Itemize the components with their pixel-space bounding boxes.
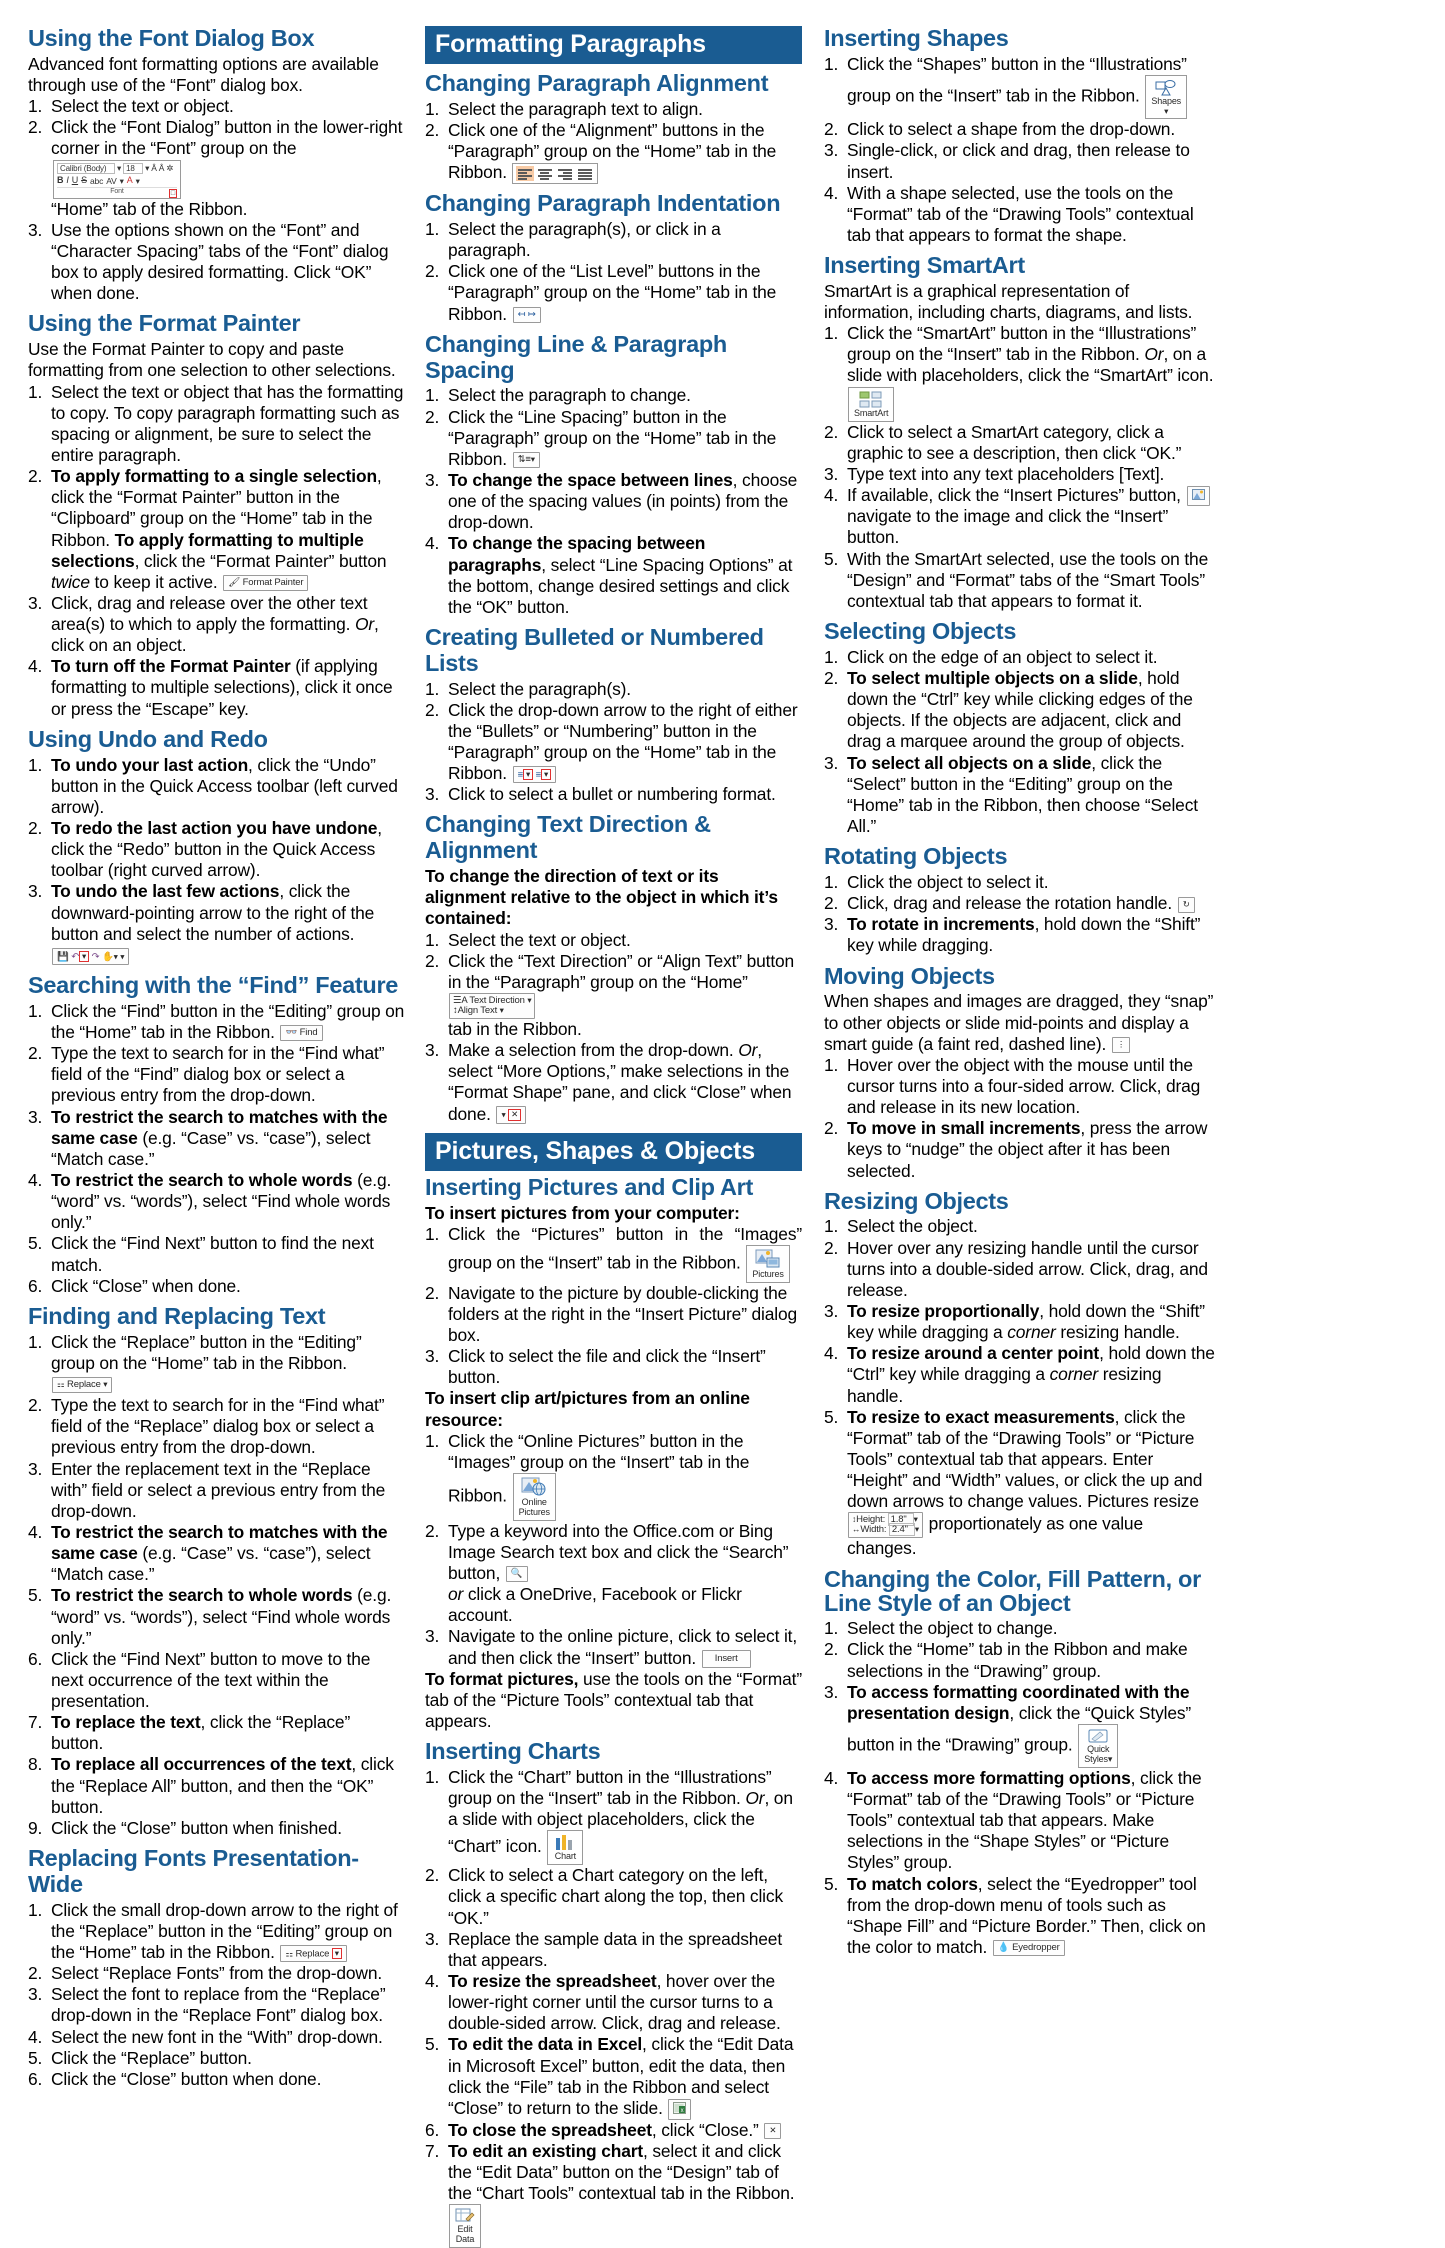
list-item: To undo your last action, click the “Undo” button in the Quick Access toolbar (left curved arrow).: [51, 754, 398, 817]
font-name-box[interactable]: Calibri (Body): [57, 163, 115, 175]
steps-undo-redo: [28, 755, 405, 966]
lead-insert-from-online: To insert clip art/pictures from an online resource:: [425, 1388, 750, 1430]
list-item: Replace the sample data in the spreadsheet that appears.: [448, 1928, 783, 1970]
list-item: Select the paragraph(s), or click in a paragraph.: [448, 219, 721, 261]
svg-text:x: x: [681, 2107, 684, 2114]
list-item: Click the “Online Pictures” button in the “Images” group on the “Insert” tab in the Ribbon. Online Pictures: [425, 1431, 802, 1521]
chart-icon: [553, 1834, 577, 1851]
chart-button-chip[interactable]: [547, 1830, 583, 1865]
steps-rotating-objects: [824, 872, 1215, 957]
quick-access-toolbar-chip[interactable]: 💾 ↶ ▾ ↷ ✋▾ ▾: [52, 948, 129, 966]
list-item: Click to select a Chart category on the left, click a specific chart along the top, then click “OK.”: [448, 1865, 783, 1928]
column-left: [28, 25, 419, 2089]
height-label: Height:: [856, 1514, 886, 1526]
customize-toolbar-icon[interactable]: ▾: [120, 950, 125, 961]
section-heading-inserting-smartart: Inserting SmartArt: [824, 252, 1025, 279]
steps-format-painter: [28, 382, 405, 720]
list-item: Click the “Replace” button in the “Editing” group on the “Home” tab in the Ribbon.⚏ Replace ▾: [28, 1332, 405, 1395]
list-item: Click on the edge of an object to select it.: [847, 646, 1158, 667]
section-heading-inserting-shapes: Inserting Shapes: [824, 25, 1009, 51]
dashed-line-icon: ⋮: [1116, 1039, 1126, 1050]
find-label: Find: [299, 1027, 318, 1039]
list-item: Select the object.: [847, 1216, 978, 1237]
section-heading-find-replace: Finding and Replacing Text: [28, 1302, 326, 1329]
search-icon: 🔍: [510, 1568, 523, 1580]
list-item: Select the paragraph text to align.: [448, 98, 703, 119]
list-item: Click the “Replace” button.: [51, 2047, 252, 2068]
align-text-row[interactable]: ↕Align Text ▾: [453, 1004, 504, 1016]
save-icon[interactable]: 💾: [57, 950, 69, 962]
section-heading-text-direction: Changing Text Direction & Alignment: [425, 811, 711, 864]
format-pictures-bold: To format pictures,: [425, 1668, 579, 1689]
bullets-dropdown-arrow[interactable]: ▾: [523, 769, 533, 781]
list-item: To edit an existing chart, select it and click the “Edit Data” button on the “Design” tab of the “Chart Tools” contextual tab in the Ribbon. Edit Data: [425, 2141, 802, 2248]
dialog-launcher-icon[interactable]: □: [170, 189, 175, 197]
list-item: To turn off the Format Painter (if applying formatting to multiple selections), click it once or press the “Escape” key.: [51, 656, 393, 719]
justify-icon[interactable]: [576, 166, 594, 181]
list-item: To redo the last action you have undone, click the “Redo” button in the Quick Access toolbar (right curved arrow).: [51, 818, 382, 881]
list-item: Click the “SmartArt” button in the “Illustrations” group on the “Insert” tab in the Ribbon. Or, on a slide with placeholders, click the “SmartArt” icon. SmartArt: [824, 323, 1215, 421]
replace-dropdown-arrow[interactable]: ▾: [332, 1948, 342, 1960]
section-heading-undo-redo: Using Undo and Redo: [28, 725, 268, 752]
section-heading-moving-objects: Moving Objects: [824, 962, 995, 989]
steps-inserting-charts: [425, 1767, 802, 2248]
list-item: Navigate to the picture by double-clicking the folders at the right in the “Insert Picture” dialog box.: [448, 1282, 798, 1345]
section-heading-font-dialog: Using the Font Dialog Box: [28, 25, 315, 51]
section-heading-format-painter: Using the Format Painter: [28, 310, 301, 337]
section-heading-selecting-objects: Selecting Objects: [824, 618, 1017, 645]
clear-formatting-icon[interactable]: ✲: [166, 163, 174, 174]
paintbrush-icon: 🖌: [228, 577, 241, 589]
steps-find: [28, 1001, 405, 1297]
list-item: Hover over the object with the mouse until the cursor turns into a four-sided arrow. Click, drag and release in its new location.: [847, 1054, 1201, 1118]
undo-dropdown-arrow[interactable]: ▾: [79, 951, 89, 963]
steps-line-spacing: [425, 385, 802, 618]
eyedropper-label: Eyedropper: [1012, 1942, 1060, 1954]
quick-styles-label-line1: Quick: [1087, 1744, 1110, 1755]
steps-paragraph-alignment: [425, 99, 802, 184]
text-direction-align-chip[interactable]: [449, 993, 535, 1019]
list-item: Click “Close” when done.: [51, 1275, 241, 1296]
eyedropper-icon: 💧: [997, 1942, 1010, 1954]
list-item: To resize to exact measurements, click the “Format” tab of the “Drawing Tools” or “Picture Tools” contextual tab that appears. Enter “Height” and “Width” values, or click the up and down arrows to change values. Pictures resize ↕Height: 1.8" ▾ ↔Width: 2.4" ▾ proportionately as one value changes.: [847, 1406, 1203, 1559]
lead-text-direction: To change the direction of text or its alignment relative to the object in which it’s contained:: [425, 866, 778, 929]
decrease-indent-icon[interactable]: ↤: [517, 309, 526, 320]
section-heading-replace-fonts: Replacing Fonts Presentation-Wide: [28, 1845, 359, 1897]
quick-styles-icon: [1087, 1728, 1109, 1744]
edit-data-label-line1: Edit: [457, 2224, 473, 2235]
increase-indent-icon[interactable]: ↦: [527, 309, 536, 320]
pictures-label: Pictures: [752, 1268, 784, 1279]
section-heading-resizing-objects: Resizing Objects: [824, 1187, 1009, 1214]
width-label: Width:: [860, 1524, 887, 1536]
list-item: Click one of the “List Level” buttons in the “Paragraph” group on the “Home” tab in the Ribbon. ↤ ↦: [448, 261, 777, 324]
binoculars-icon: 👓: [285, 1027, 298, 1039]
undo-icon[interactable]: ↶: [71, 950, 79, 962]
list-item: Click the “Find” button in the “Editing” group on the “Home” tab in the Ribbon. 👓 Find: [51, 1000, 405, 1042]
width-value[interactable]: 2.4": [889, 1523, 915, 1536]
format-pictures-note: [425, 1669, 802, 1732]
list-item: Click the “Home” tab in the Ribbon and make selections in the “Drawing” group.: [847, 1639, 1188, 1681]
list-item: To replace all occurrences of the text, click the “Replace All” button, and then the “OK” button.: [51, 1754, 394, 1817]
list-item: Click the “Close” button when finished.: [51, 1817, 342, 1838]
online-pictures-icon: [521, 1477, 547, 1497]
list-item: Click the “Line Spacing” button in the “Paragraph” group on the “Home” tab in the Ribbon. ⇅≡▾: [448, 406, 777, 469]
steps-inserting-shapes: [824, 54, 1215, 246]
list-item: Type text into any text placeholders [Text].: [847, 463, 1165, 484]
font-group-chip[interactable]: Calibri (Body) ▾ 18 ▾ Â Â ✲ B I U S abc AV ▾ A ▾ Font □: [53, 160, 181, 199]
edit-data-excel-chip[interactable]: [668, 2099, 691, 2120]
list-item: To match colors, select the “Eyedropper” tool from the drop-down menu of tools such as “Shape Fill” and “Picture Border.” Then, click on the color to match. 💧 Eyedropper: [847, 1873, 1206, 1957]
section-heading-bulleted-lists: Creating Bulleted or Numbered Lists: [425, 623, 764, 676]
section-heading-paragraph-alignment: Changing Paragraph Alignment: [425, 70, 769, 96]
section-intro-format-painter: Use the Format Painter to copy and paste formatting from one selection to other selections.: [28, 339, 396, 381]
list-item: Select “Replace Fonts” from the drop-down.: [51, 1963, 383, 1984]
text-direction-row[interactable]: ☰A Text Direction ▾: [453, 995, 532, 1007]
height-icon: ↕: [852, 1514, 857, 1525]
insert-button-chip[interactable]: [702, 1650, 751, 1668]
list-item: To edit the data in Excel, click the “Edit Data in Microsoft Excel” button, edit the data, then click the “File” tab in the Ribbon and select “Close” to return to the slide. x: [448, 2034, 794, 2118]
steps-inserting-smartart: [824, 323, 1215, 612]
chart-label: Chart: [554, 1851, 577, 1862]
list-item: To select multiple objects on a slide, hold down the “Ctrl” key while clicking edges of the objects. If the objects are adjacent, click and drag a marquee around the group of objects.: [847, 668, 1193, 752]
list-item: Navigate to the online picture, click to select it, and then click the “Insert” button. Insert: [448, 1626, 798, 1668]
search-button-chip[interactable]: [506, 1566, 528, 1582]
touch-mode-icon[interactable]: ✋: [101, 950, 114, 962]
lead-insert-from-computer: To insert pictures from your computer:: [425, 1202, 740, 1223]
list-item: Click the drop-down arrow to the right of either the “Bullets” or “Numbering” button in the “Paragraph” group on the “Home” tab in the Ribbon. ≡ ▾ ≡ ▾: [448, 699, 798, 784]
section-heading-find: Searching with the “Find” Feature: [28, 972, 399, 999]
steps-bulleted-lists: [425, 679, 802, 806]
list-item: To change the space between lines, choose one of the spacing values (in points) from the drop-down.: [448, 469, 798, 533]
height-field-row[interactable]: ↕Height: 1.8" ▾: [852, 1514, 918, 1526]
list-item: With the SmartArt selected, use the tools on the “Design” and “Format” tabs of the “Smart Tools” contextual tab that appears to format it.: [847, 548, 1209, 611]
list-item: To move in small increments, press the arrow keys to “nudge” the object after it has been selected.: [847, 1118, 1208, 1181]
line-spacing-icon: ⇅≡: [517, 454, 531, 466]
section-intro-smartart: SmartArt is a graphical representation of information, including charts, diagrams, and lists.: [824, 280, 1193, 323]
steps-selecting-objects: [824, 647, 1215, 837]
list-item: To replace the text, click the “Replace” button.: [51, 1712, 351, 1754]
steps-color-fill-line: [824, 1618, 1215, 1958]
rotation-handle-chip[interactable]: [1178, 897, 1195, 913]
replace-label: Replace: [66, 1379, 101, 1391]
banner-formatting-paragraphs: Formatting Paragraphs: [425, 26, 802, 64]
smart-guide-chip: [1112, 1037, 1130, 1053]
list-item: With a shape selected, use the tools on the “Format” tab of the “Drawing Tools” contextual tab that appears to format the shape.: [847, 182, 1194, 245]
line-spacing-button-chip[interactable]: ⇅≡▾: [513, 452, 540, 468]
insert-pictures-icon: [1192, 489, 1205, 500]
section-intro-moving-objects: [824, 991, 1215, 1054]
bullets-numbering-chip[interactable]: [513, 766, 557, 784]
list-item: Click the “Font Dialog” button in the lower-right corner in the “Font” group on the Calibri (Body) ▾ 18 ▾ Â Â ✲ B I U S abc AV ▾ A ▾ Font □ “Home” tab of the Ribbon.: [51, 117, 403, 219]
bullets-icon[interactable]: ≡: [517, 769, 523, 781]
list-item: To change the spacing between paragraphs, select “Line Spacing Options” at the bottom, change desired settings and click the “OK” button.: [448, 533, 793, 617]
align-left-icon[interactable]: [516, 166, 534, 181]
replace-dropdown-chip[interactable]: [280, 1945, 346, 1963]
format-painter-button-chip[interactable]: [223, 575, 308, 591]
list-item: Click to select a bullet or numbering format.: [448, 784, 776, 805]
list-item: Click to select a SmartArt category, click a graphic to see a description, then click “OK.”: [847, 421, 1182, 463]
size-group-chip[interactable]: [848, 1512, 923, 1538]
list-item: To rotate in increments, hold down the “Shift” key while dragging.: [847, 914, 1201, 956]
numbering-dropdown-arrow[interactable]: ▾: [541, 769, 551, 781]
list-item: Click the “Find Next” button to find the next match.: [51, 1233, 374, 1275]
list-item: To apply formatting to a single selection, click the “Format Painter” button in the “Clipboard” group on the “Home” tab in the Ribbon. To apply formatting to multiple selections, click the “Format Painter” button twice to keep it active. 🖌 Format Painter: [51, 466, 387, 592]
moving-objects-text: When shapes and images are dragged, they “snap” to other objects or slide mid-points and display a smart guide (a faint red, dashed line).: [824, 991, 1214, 1054]
width-icon: ↔: [852, 1524, 861, 1535]
shapes-icon: [1154, 79, 1178, 96]
edit-data-label-line2: Data: [455, 2234, 475, 2245]
list-item: Click the “Chart” button in the “Illustrations” group on the “Insert” tab in the Ribbon. Or, on a slide with object placeholders, click the “Chart” icon. Chart: [425, 1767, 802, 1865]
insert-label: Insert: [714, 1652, 738, 1664]
close-icon: ✕: [769, 2125, 777, 2136]
smartart-button-chip[interactable]: [848, 387, 894, 422]
list-item: Select the text or object that has the formatting to copy. To copy paragraph formatting such as spacing or alignment, be sure to select the entire paragraph.: [51, 381, 404, 465]
list-level-buttons-chip[interactable]: [513, 307, 541, 323]
steps-insert-pictures-online: [425, 1431, 802, 1669]
list-item: To resize proportionally, hold down the “Shift” key while dragging a corner resizing handle.: [847, 1301, 1205, 1343]
text-direction-icon: ☰A: [453, 995, 468, 1007]
align-right-icon[interactable]: [556, 166, 574, 181]
section-heading-paragraph-indentation: Changing Paragraph Indentation: [425, 190, 781, 217]
numbering-icon[interactable]: ≡: [535, 769, 542, 781]
section-heading-line-spacing: Changing Line & Paragraph Spacing: [425, 330, 727, 383]
section-heading-inserting-pictures: Inserting Pictures and Clip Art: [425, 1173, 754, 1200]
replace-icon: ⚏: [57, 1379, 65, 1390]
format-shape-pane-close-chip[interactable]: ▾ ✕: [496, 1106, 526, 1124]
width-field-row[interactable]: ↔Width: 2.4" ▾: [852, 1524, 919, 1536]
list-item: Click the object to select it.: [847, 871, 1049, 892]
list-item: To restrict the search to whole words (e.g. “word” vs. “words”), select “Find whole words only.”: [51, 1169, 392, 1233]
align-text-label: Align Text: [457, 1004, 498, 1016]
list-item: Hover over any resizing handle until the cursor turns into a double-sided arrow. Click, drag, and release.: [847, 1237, 1208, 1300]
section-intro-font-dialog: Advanced font formatting options are available through use of the “Font” dialog box.: [28, 53, 379, 95]
list-item: Use the options shown on the “Font” and “Character Spacing” tabs of the “Font” dialog box to apply desired formatting. Click “OK” when done.: [51, 219, 389, 304]
rotation-handle-icon: ↻: [1182, 898, 1190, 909]
column-right: [824, 25, 1229, 1957]
list-item: Make a selection from the drop-down. Or, select “More Options,” make selections in the “Format Shape” pane, and click “Close” when done. ▾ ✕: [448, 1040, 792, 1124]
align-center-icon[interactable]: [536, 166, 554, 181]
shapes-label: Shapes: [1151, 95, 1182, 106]
steps-resizing-objects: [824, 1216, 1215, 1559]
list-item: Click the small drop-down arrow to the right of the “Replace” button in the “Editing” group on the “Home” tab in the Ribbon. ⚏ Replace ▾: [51, 1899, 398, 1963]
edit-data-icon: [455, 2208, 475, 2224]
list-item: Click the “Close” button when done.: [51, 2068, 322, 2089]
list-item: Click the “Find Next” button to move to the next occurrence of the text within the presentation.: [51, 1648, 371, 1712]
list-item: To close the spreadsheet, click “Close.” ✕: [425, 2120, 802, 2141]
section-heading-rotating-objects: Rotating Objects: [824, 843, 1008, 870]
list-item: Select the object to change.: [847, 1618, 1058, 1639]
list-item: Click, drag and release over the other text area(s) to which to apply the formatting. Or, click on an object.: [51, 592, 379, 656]
steps-paragraph-indentation: [425, 219, 802, 325]
height-value[interactable]: 1.8": [888, 1513, 914, 1526]
pictures-button-chip[interactable]: [746, 1245, 789, 1283]
steps-insert-pictures-computer: [425, 1224, 802, 1389]
list-item: To select all objects on a slide, click the “Select” button in the “Editing” group on the “Home” tab in the Ribbon, then choose “Select All.”: [847, 752, 1198, 836]
quick-styles-button-chip[interactable]: [1078, 1724, 1118, 1768]
banner-pictures-shapes-objects: Pictures, Shapes & Objects: [425, 1133, 802, 1171]
list-item: Single-click, or click and drag, then release to insert.: [847, 140, 1190, 182]
column-middle: [425, 26, 816, 2245]
pictures-icon: [755, 1249, 781, 1269]
shapes-button-chip[interactable]: Shapes ▾: [1145, 75, 1187, 119]
list-item: Click the “Text Direction” or “Align Text” button in the “Paragraph” group on the “Home” ☰A Text Direction ▾ ↕Align Text ▾ tab in the Ribbon.: [448, 950, 795, 1039]
list-item: Click to select a shape from the drop-down.: [847, 119, 1175, 140]
list-item: Click the “Shapes” button in the “Illustrations” group on the “Insert” tab in the Ribbon. Shapes ▾: [824, 54, 1215, 119]
list-item: To restrict the search to whole words (e.g. “word” vs. “words”), select “Find whole words only.”: [51, 1585, 392, 1648]
list-item: Click the “Pictures” button in the “Images” group on the “Insert” tab in the Ribbon. Pictures: [425, 1224, 802, 1283]
list-item: To access formatting coordinated with the presentation design, click the “Quick Styles” button in the “Drawing” group. Quick Styles▾: [824, 1682, 1215, 1768]
online-pictures-label-line2: Pictures: [518, 1506, 550, 1517]
list-item: Select the text or object.: [51, 96, 234, 117]
list-item: Type the text to search for in the “Find what” field of the “Replace” dialog box or select a previous entry from the drop-down.: [51, 1395, 385, 1458]
list-item: Select the text or object.: [448, 929, 631, 950]
list-item: To access more formatting options, click the “Format” tab of the “Drawing Tools” or “Picture Tools” contextual tab that appears. Make selections in the “Shape Styles” or “Picture Styles” group.: [847, 1767, 1202, 1873]
list-item: If available, click the “Insert Pictures” button, navigate to the image and click the “Insert” button.: [824, 485, 1215, 549]
online-pictures-label-line1: Online: [521, 1496, 547, 1507]
list-item: Click, drag and release the rotation handle. ↻: [824, 893, 1215, 914]
format-painter-label: Format Painter: [242, 577, 304, 589]
quick-styles-label-line2: Styles▾: [1084, 1753, 1113, 1764]
steps-moving-objects: [824, 1055, 1215, 1182]
replace-label: Replace: [295, 1947, 330, 1959]
align-text-icon: ↕: [453, 1004, 458, 1016]
list-item: Type a keyword into the Office.com or Bing Image Search text box and click the “Search” button, 🔍 or click a OneDrive, Facebook or Flickr account.: [448, 1520, 789, 1626]
list-item: Enter the replacement text in the “Replace with” field or select a previous entry from the drop-down.: [51, 1458, 386, 1521]
alignment-buttons-chip[interactable]: [512, 163, 598, 184]
replace-button-chip[interactable]: ⚏ Replace ▾: [52, 1377, 112, 1393]
steps-font-dialog: [28, 96, 405, 304]
redo-icon[interactable]: ↷: [91, 950, 100, 962]
list-item: To restrict the search to matches with the same case (e.g. “Case” vs. “case”), select “Match case.”: [51, 1106, 388, 1169]
list-item: Select the paragraph(s).: [448, 678, 631, 699]
steps-replace-fonts: [28, 1900, 405, 2090]
list-item: To resize around a center point, hold down the “Ctrl” key while dragging a corner resizing handle.: [847, 1343, 1215, 1406]
online-pictures-button-chip[interactable]: [513, 1473, 556, 1521]
steps-find-replace: [28, 1332, 405, 1839]
close-icon[interactable]: ✕: [508, 1109, 521, 1121]
close-spreadsheet-chip[interactable]: [764, 2123, 781, 2139]
steps-text-direction: [425, 930, 802, 1125]
find-button-chip[interactable]: [280, 1025, 322, 1041]
list-item: Click one of the “Alignment” buttons in the “Paragraph” group on the “Home” tab in the Ribbon.: [448, 119, 777, 183]
list-item: Select the font to replace from the “Replace” drop-down in the “Replace Font” dialog box.: [51, 1984, 386, 2026]
list-item: To resize the spreadsheet, hover over the lower-right corner until the cursor turns to a double-sided arrow. Click, drag and release.: [448, 1970, 781, 2034]
section-heading-color-fill-line: Changing the Color, Fill Pattern, or Line Style of an Object: [824, 1565, 1201, 1617]
text-direction-label: Text Direction: [469, 995, 525, 1007]
smartart-icon: [859, 391, 883, 408]
excel-icon: [673, 2102, 686, 2114]
list-item: To restrict the search to matches with the same case (e.g. “Case” vs. “case”), select “Match case.”: [51, 1521, 388, 1585]
list-item: To undo the last few actions, click the downward-pointing arrow to the right of the button and select the number of actions. 💾 ↶ ▾ ↷ ✋▾ ▾: [28, 881, 405, 966]
section-heading-inserting-charts: Inserting Charts: [425, 1738, 601, 1765]
insert-pictures-chip[interactable]: [1187, 486, 1210, 506]
edit-data-button-chip[interactable]: [449, 2204, 481, 2248]
replace-icon: ⚏: [285, 1947, 293, 1958]
list-item: Select the paragraph to change.: [448, 385, 691, 406]
list-item: Select the new font in the “With” drop-down.: [51, 2026, 383, 2047]
font-group-label: Font: [110, 188, 124, 196]
smartart-label: SmartArt: [854, 407, 889, 418]
list-item: Type the text to search for in the “Find what” field of the “Find” dialog box or select a previous entry from the drop-down.: [51, 1043, 385, 1106]
format-pictures-rest: use the tools on the “Format” tab of the “Picture Tools” contextual tab that appears.: [425, 1668, 802, 1731]
eyedropper-button-chip[interactable]: [993, 1940, 1065, 1956]
list-item: Click to select the file and click the “Insert” button.: [448, 1346, 766, 1388]
font-size-box[interactable]: 18: [123, 163, 143, 175]
